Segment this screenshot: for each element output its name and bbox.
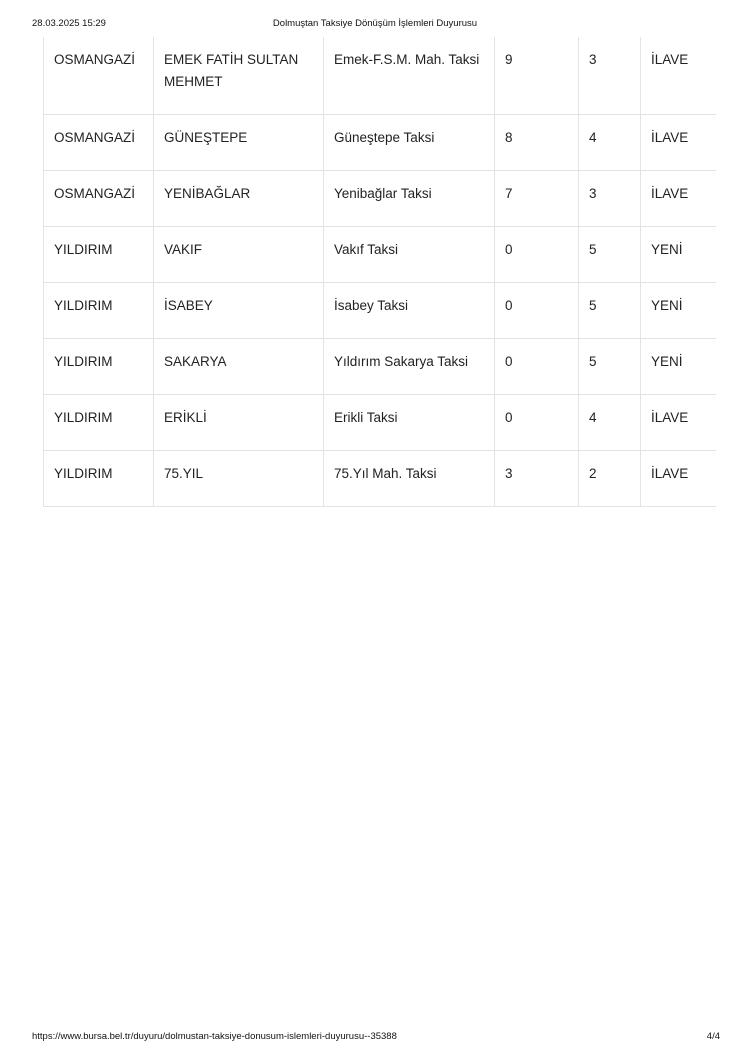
cell-count-a: 8 [495, 115, 579, 171]
cell-neighborhood: 75.YIL [154, 451, 324, 507]
cell-taxi-name: Vakıf Taksi [324, 227, 495, 283]
cell-count-a: 0 [495, 339, 579, 395]
cell-count-b: 4 [579, 115, 641, 171]
cell-count-b: 5 [579, 227, 641, 283]
cell-neighborhood: SAKARYA [154, 339, 324, 395]
cell-taxi-name: Yenibağlar Taksi [324, 171, 495, 227]
cell-neighborhood: EMEK FATİH SULTAN MEHMET [154, 37, 324, 115]
cell-taxi-name: İsabey Taksi [324, 283, 495, 339]
cell-taxi-name: Yıldırım Sakarya Taksi [324, 339, 495, 395]
cell-neighborhood: GÜNEŞTEPE [154, 115, 324, 171]
table-container [43, 37, 716, 507]
cell-count-b: 3 [579, 171, 641, 227]
table-row [44, 339, 717, 395]
cell-district: YILDIRIM [44, 227, 154, 283]
cell-count-a: 7 [495, 171, 579, 227]
table-row [44, 227, 717, 283]
cell-type: YENİ [641, 339, 717, 395]
cell-neighborhood: İSABEY [154, 283, 324, 339]
cell-type: İLAVE [641, 171, 717, 227]
cell-district: YILDIRIM [44, 339, 154, 395]
cell-taxi-name: Güneştepe Taksi [324, 115, 495, 171]
cell-count-b: 5 [579, 283, 641, 339]
cell-type: YENİ [641, 283, 717, 339]
cell-type: YENİ [641, 227, 717, 283]
table-row [44, 283, 717, 339]
cell-count-a: 0 [495, 395, 579, 451]
table-row [44, 37, 717, 115]
cell-district: OSMANGAZİ [44, 37, 154, 115]
cell-count-b: 2 [579, 451, 641, 507]
cell-type: İLAVE [641, 451, 717, 507]
cell-count-a: 3 [495, 451, 579, 507]
cell-neighborhood: YENİBAĞLAR [154, 171, 324, 227]
page-number: 4/4 [706, 1031, 720, 1042]
cell-count-a: 9 [495, 37, 579, 115]
cell-taxi-name: Erikli Taksi [324, 395, 495, 451]
conversion-table [43, 37, 716, 507]
cell-neighborhood: ERİKLİ [154, 395, 324, 451]
cell-count-a: 0 [495, 227, 579, 283]
table-row [44, 395, 717, 451]
cell-count-a: 0 [495, 283, 579, 339]
print-header [0, 18, 750, 32]
cell-taxi-name: 75.Yıl Mah. Taksi [324, 451, 495, 507]
cell-count-b: 4 [579, 395, 641, 451]
cell-district: OSMANGAZİ [44, 115, 154, 171]
cell-count-b: 5 [579, 339, 641, 395]
print-footer [0, 1031, 750, 1045]
cell-district: YILDIRIM [44, 283, 154, 339]
cell-count-b: 3 [579, 37, 641, 115]
table-row [44, 171, 717, 227]
cell-type: İLAVE [641, 395, 717, 451]
cell-type: İLAVE [641, 115, 717, 171]
print-url: https://www.bursa.bel.tr/duyuru/dolmustan-taksiye-donusum-islemleri-duyurusu--35388 [32, 1031, 397, 1042]
print-datetime: 28.03.2025 15:29 [32, 18, 106, 29]
cell-taxi-name: Emek-F.S.M. Mah. Taksi [324, 37, 495, 115]
cell-district: OSMANGAZİ [44, 171, 154, 227]
cell-district: YILDIRIM [44, 395, 154, 451]
cell-district: YILDIRIM [44, 451, 154, 507]
table-row [44, 115, 717, 171]
print-page-title: Dolmuştan Taksiye Dönüşüm İşlemleri Duyurusu [272, 18, 478, 29]
cell-type: İLAVE [641, 37, 717, 115]
cell-neighborhood: VAKIF [154, 227, 324, 283]
table-row [44, 451, 717, 507]
